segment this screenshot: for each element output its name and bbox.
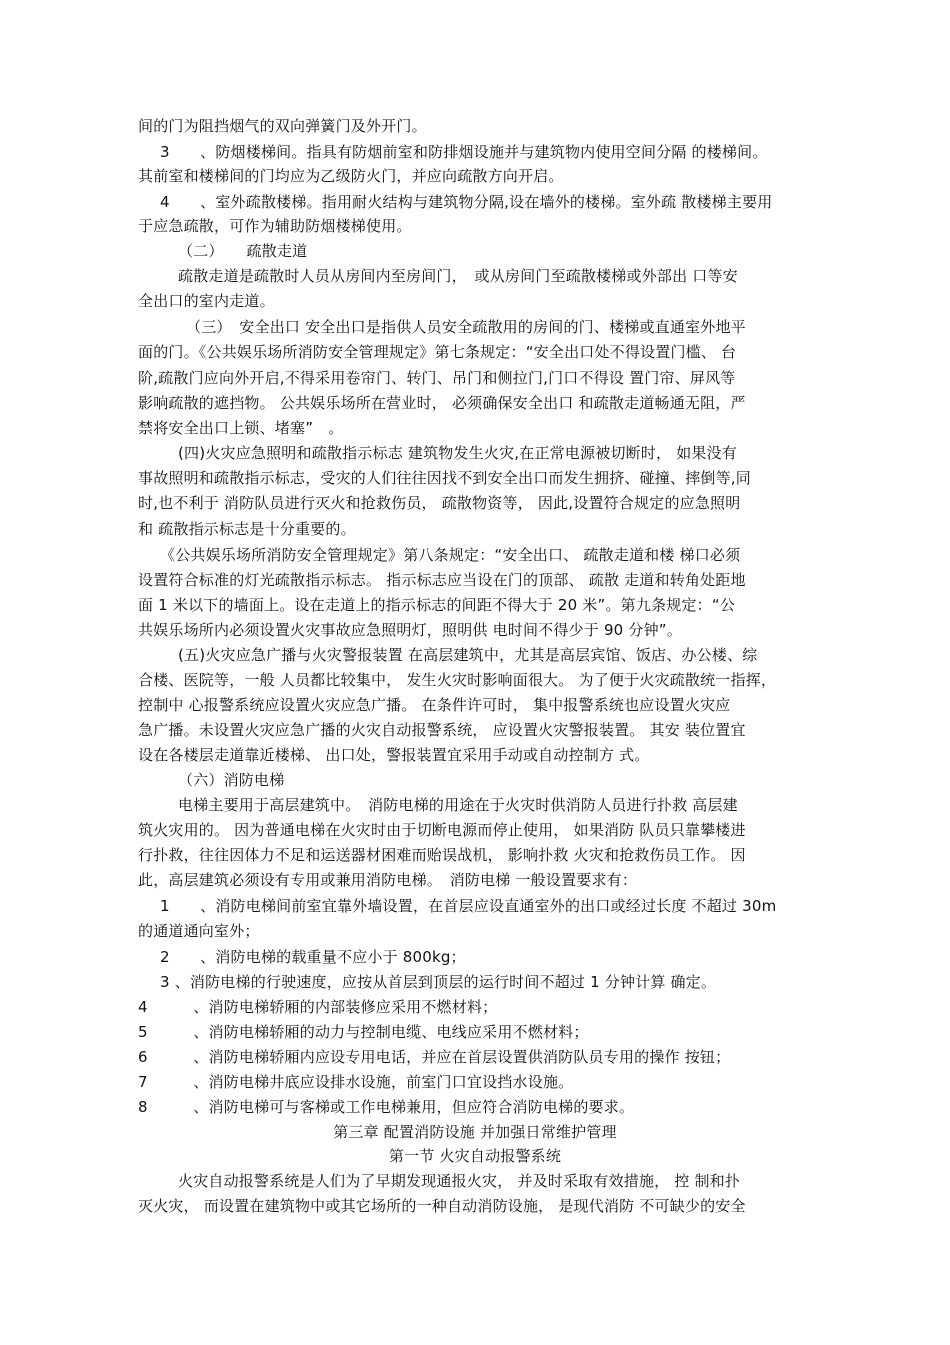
- text-line: 设在各楼层走道靠近楼梯、 出口处，警报装置宜采用手动或自动控制方 式。: [138, 746, 650, 764]
- text-line: 全出口的室内走道。: [138, 292, 275, 310]
- text-line: 于应急疏散，可作为辅助防烟楼梯使用。: [138, 217, 412, 235]
- text-line: 共娱乐场所内必须设置火灾事故应急照明灯，照明供 电时间不得少于 90 分钟”。: [138, 621, 682, 639]
- section-title: 第一节 火灾自动报警系统: [388, 1147, 562, 1165]
- section-heading: （六）消防电梯: [178, 771, 285, 789]
- text-line: 行扑救，往往因体力不足和运送器材困难而贻误战机， 影响扑救 火灾和抢救伤员工作。 因: [138, 846, 746, 864]
- list-item: 4 、消防电梯轿厢的内部装修应采用不燃材料；: [138, 998, 498, 1016]
- text-line: (五)火灾应急广播与火灾警报装置 在高层建筑中，尤其是高层宾馆、饭店、办公楼、综: [178, 646, 758, 664]
- text-line: 4 、室外疏散楼梯。指用耐火结构与建筑物分隔,设在墙外的楼梯。室外疏 散楼梯主要用: [160, 193, 773, 211]
- text-line: 设置符合标准的灯光疏散指示标志。 指示标志应当设在门的顶部、 疏散 走道和转角处距地: [138, 571, 746, 589]
- text-line: (四)火灾应急照明和疏散指示标志 建筑物发生火灾,在正常电源被切断时， 如果没有: [178, 444, 738, 462]
- text-line: 间的门为阻挡烟气的双向弹簧门及外开门。: [138, 117, 427, 135]
- text-line: 的通道通向室外；: [138, 922, 260, 940]
- text-line: 此，高层建筑必须设有专用或兼用消防电梯。 消防电梯 一般设置要求有：: [138, 871, 638, 889]
- list-item: 1 、消防电梯间前室宜靠外墙设置，在首层应设直通室外的出口或经过长度 不超过 30m: [160, 897, 777, 915]
- text-line: 时,也不利于 消防队员进行灭火和抢救伤员， 疏散物资等， 因此,设置符合规定的应急照明: [138, 494, 741, 512]
- text-line: 《公共娱乐场所消防安全管理规定》第八条规定：“安全出口、 疏散走道和楼 梯口必须: [160, 546, 741, 564]
- list-item: 6 、消防电梯轿厢内应设专用电话，并应在首层设置供消防队员专用的操作 按钮；: [138, 1048, 731, 1066]
- text-line: 禁将安全出口上锁、堵塞” 。: [138, 419, 344, 437]
- text-line: 电梯主要用于高层建筑中。 消防电梯的用途在于火灾时供消防人员进行扑救 高层建: [178, 796, 738, 814]
- list-item: 7 、消防电梯井底应设排水设施，前室门口宜设挡水设施。: [138, 1073, 574, 1091]
- text-line: 火灾自动报警系统是人们为了早期发现通报火灾， 并及时采取有效措施， 控 制和扑: [178, 1172, 741, 1190]
- list-item: 5 、消防电梯轿厢的动力与控制电缆、电线应采用不燃材料；: [138, 1023, 589, 1041]
- list-item: 3 、消防电梯的行驶速度，应按从首层到顶层的运行时间不超过 1 分钟计算 确定。: [160, 973, 717, 991]
- text-line: 和 疏散指示标志是十分重要的。: [138, 520, 356, 538]
- text-line: 面的门。《公共娱乐场所消防安全管理规定》第七条规定：“安全出口处不得设置门槛、 台: [138, 343, 737, 361]
- text-line: 3 、防烟楼梯间。指具有防烟前室和防排烟设施并与建筑物内使用空间分隔 的楼梯间。: [160, 143, 768, 161]
- list-item: 2 、消防电梯的载重量不应小于 800kg；: [160, 948, 466, 966]
- text-line: 灭火灾， 而设置在建筑物中或其它场所的一种自动消防设施， 是现代消防 不可缺少的安全: [138, 1197, 746, 1215]
- text-line: 阶,疏散门应向外开启,不得采用卷帘门、转门、吊门和侧拉门,门口不得设 置门帘、屏风等: [138, 369, 736, 387]
- chapter-title: 第三章 配置消防设施 并加强日常维护管理: [333, 1123, 617, 1141]
- text-line: 合楼、医院等，一般 人员都比较集中， 发生火灾时影响面很大。 为了便于火灾疏散统一指挥，: [138, 671, 777, 689]
- text-line: 疏散走道是疏散时人员从房间内至房间门， 或从房间门至疏散楼梯或外部出 口等安: [178, 267, 738, 285]
- text-line: 其前室和楼梯间的门均应为乙级防火门，并应向疏散方向开启。: [138, 167, 564, 185]
- text-line: 控制中 心报警系统应设置火灾应急广播。 在条件许可时， 集中报警系统也应设置火灾应: [138, 696, 731, 714]
- text-line: 筑火灾用的。 因为普通电梯在火灾时由于切断电源而停止使用， 如果消防 队员只靠攀楼进: [138, 821, 746, 839]
- list-item: 8 、消防电梯可与客梯或工作电梯兼用，但应符合消防电梯的要求。: [138, 1098, 635, 1116]
- text-line: 事故照明和疏散指示标志，受灾的人们往往因找不到安全出口而发生拥挤、碰撞、摔倒等,同: [138, 469, 751, 487]
- text-line: 急广播。未设置火灾应急广播的火灾自动报警系统， 应设置火灾警报装置。 其安 装位置宜: [138, 721, 746, 739]
- section-heading: （二） 疏散走道: [178, 242, 308, 260]
- text-line: （三） 安全出口 安全出口是指供人员安全疏散用的房间的门、楼梯或直通室外地平: [186, 318, 746, 336]
- text-line: 影响疏散的遮挡物。 公共娱乐场所在营业时， 必须确保安全出口 和疏散走道畅通无阻，严: [138, 394, 746, 412]
- text-line: 面 1 米以下的墙面上。设在走道上的指示标志的间距不得大于 20 米”。第九条规定：“公: [138, 596, 736, 614]
